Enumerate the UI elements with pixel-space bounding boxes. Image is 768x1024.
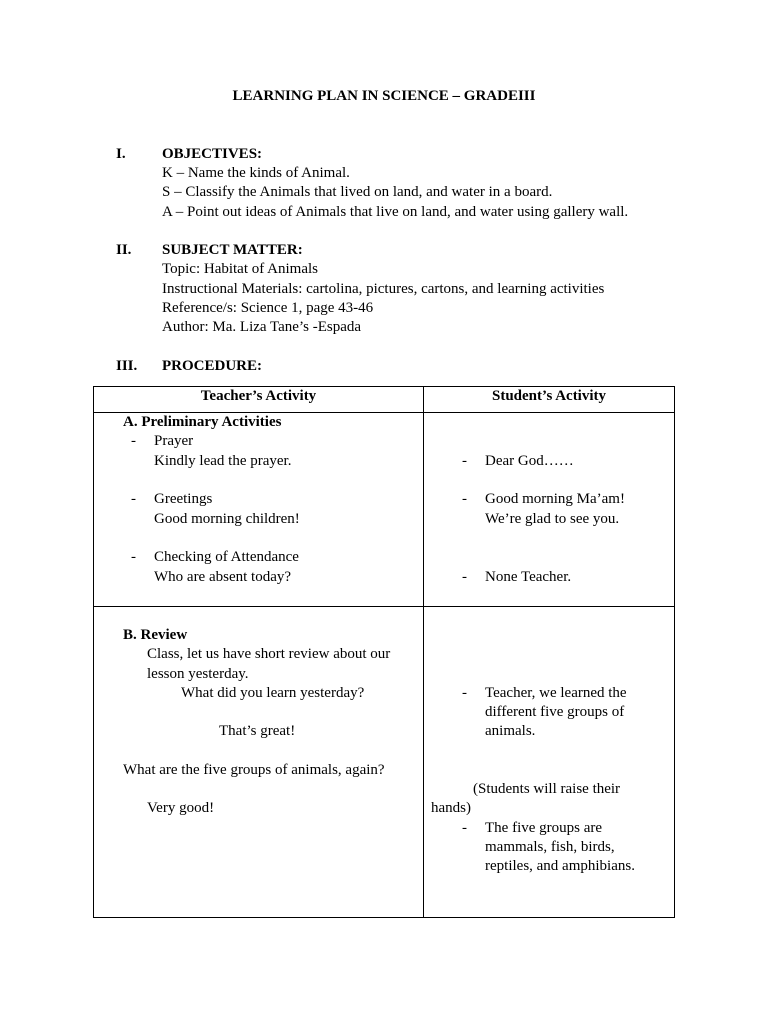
student-greeting-line1: Good morning Ma’am! [485,491,625,507]
student-raise-hands-line1: (Students will raise their [473,781,621,797]
subject-matter-heading: SUBJECT MATTER: [162,242,303,258]
review-intro-line2: lesson yesterday. [147,666,249,682]
attendance-question: Who are absent today? [154,569,292,585]
objectives-numeral: I. [116,146,126,162]
subject-reference: Reference/s: Science 1, page 43-46 [162,300,374,316]
student-answer1-line2: different five groups of [485,704,625,720]
teacher-activity-header: Teacher’s Activity [200,388,317,404]
bullet-dash: - [462,820,467,836]
preliminary-heading: A. Preliminary Activities [123,414,282,430]
procedure-heading: PROCEDURE: [162,358,262,374]
student-answer2-line1: The five groups are [485,820,603,836]
bullet-dash: - [462,491,467,507]
review-question1: What did you learn yesterday? [181,685,365,701]
prayer-label: Prayer [154,433,194,449]
objective-skill: S – Classify the Animals that lived on land, and water in a board. [162,184,553,200]
subject-author: Author: Ma. Liza Tane’s -Espada [162,319,362,335]
subject-matter-numeral: II. [116,242,132,258]
table-column-divider [423,387,424,917]
bullet-dash: - [131,491,136,507]
review-question2: What are the five groups of animals, again? [123,762,385,778]
bullet-dash: - [462,453,467,469]
student-activity-header: Student’s Activity [491,388,607,404]
subject-materials: Instructional Materials: cartolina, pictures, cartons, and learning activities [162,281,605,297]
student-raise-hands-line2: hands) [431,800,471,816]
review-intro-line1: Class, let us have short review about our [147,646,391,662]
review-praise2: Very good! [147,800,215,816]
greetings-line: Good morning children! [154,511,300,527]
bullet-dash: - [462,569,467,585]
student-answer2-line2: mammals, fish, birds, [485,839,615,855]
student-greeting-line2: We’re glad to see you. [485,511,620,527]
table-row-divider [94,606,674,607]
objective-knowledge: K – Name the kinds of Animal. [162,165,350,181]
bullet-dash: - [462,685,467,701]
subject-topic: Topic: Habitat of Animals [162,261,319,277]
student-answer1-line1: Teacher, we learned the [485,685,627,701]
student-attendance: None Teacher. [485,569,572,585]
greetings-label: Greetings [154,491,213,507]
procedure-numeral: III. [116,358,138,374]
bullet-dash: - [131,433,136,449]
objective-attitude: A – Point out ideas of Animals that live on land, and water using gallery wall. [162,204,629,220]
page-title: LEARNING PLAN IN SCIENCE – GRADEIII [232,88,536,104]
objectives-heading: OBJECTIVES: [162,146,263,162]
attendance-label: Checking of Attendance [154,549,299,565]
review-heading: B. Review [123,627,188,643]
prayer-instruction: Kindly lead the prayer. [154,453,292,469]
student-answer2-line3: reptiles, and amphibians. [485,858,635,874]
bullet-dash: - [131,549,136,565]
student-answer1-line3: animals. [485,723,536,739]
review-praise1: That’s great! [219,723,296,739]
student-prayer: Dear God…… [485,453,574,469]
